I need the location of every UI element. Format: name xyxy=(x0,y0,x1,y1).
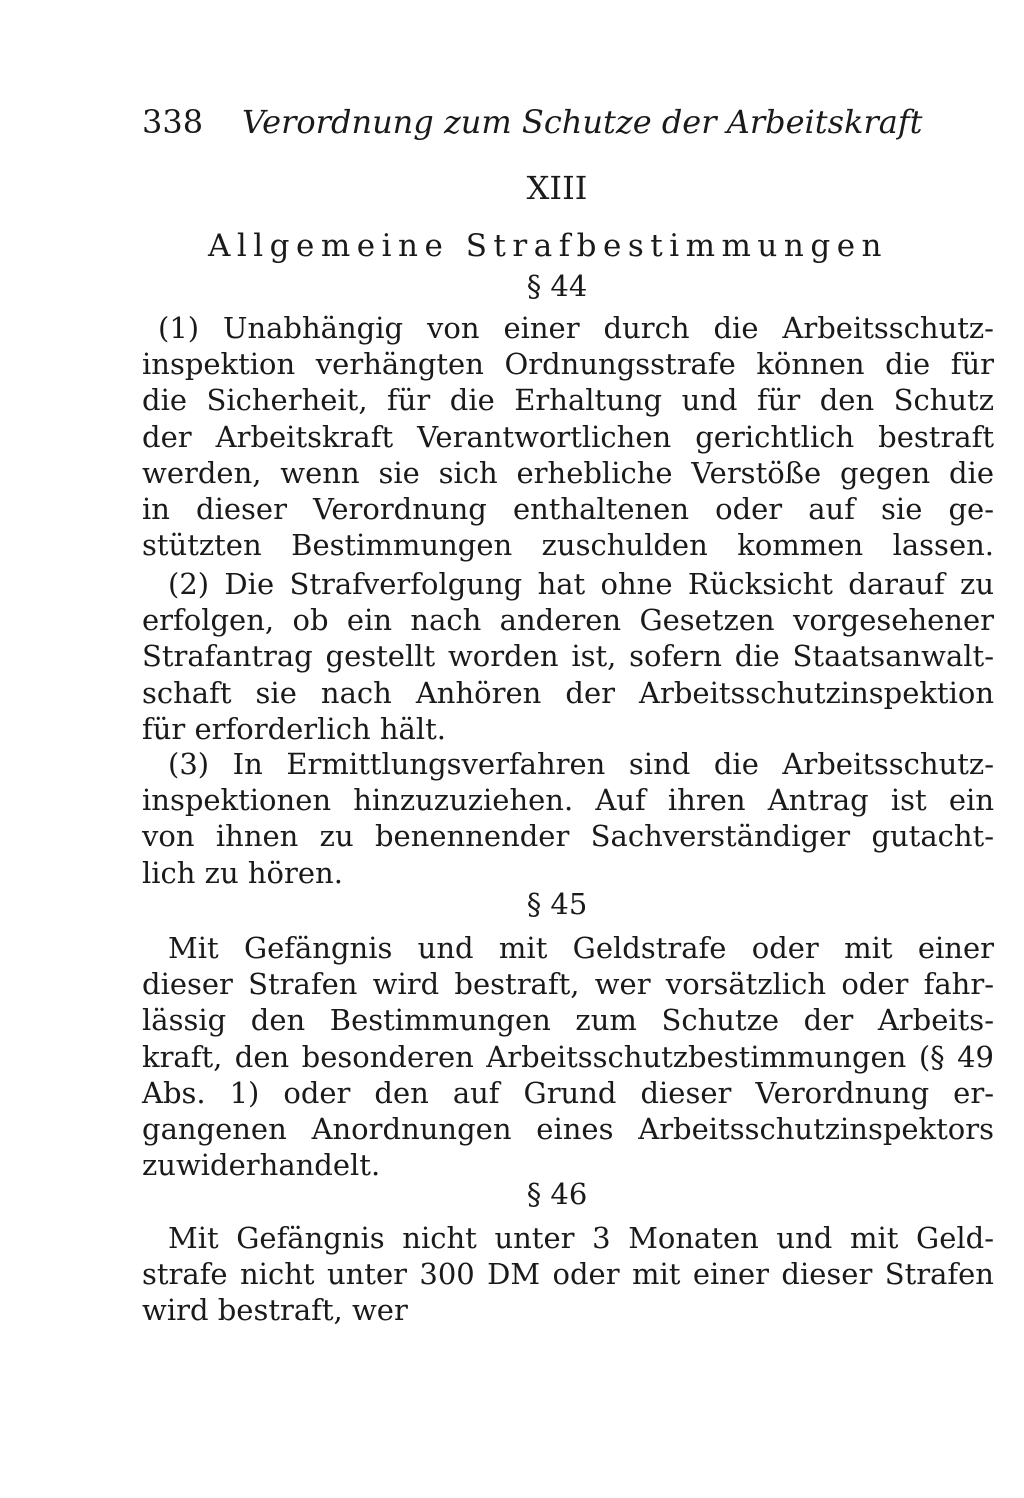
paragraph-44-2 xyxy=(142,566,994,747)
paragraph-46 xyxy=(142,1220,994,1329)
text-line: von ihnen zu benennender Sachverständiger gutacht- xyxy=(142,819,994,854)
page-number: 338 xyxy=(142,103,204,141)
text-line: lich zu hören. xyxy=(142,855,343,890)
paragraph-45 xyxy=(142,930,994,1183)
text-line: Mit Gefängnis und mit Geldstrafe oder mit einer xyxy=(168,931,994,965)
text-line: wird bestraft, wer xyxy=(142,1293,408,1328)
text-line: schaft sie nach Anhören der Arbeitsschutzinspektion xyxy=(142,675,994,710)
text-line: strafe nicht unter 300 DM oder mit einer dieser Strafen xyxy=(142,1257,994,1292)
text-line: inspektionen hinzuzuziehen. Auf ihren Antrag ist ein xyxy=(142,783,994,818)
text-line: kraft, den besonderen Arbeitsschutzbestimmungen (§ 49 xyxy=(142,1039,994,1074)
text-line: für erforderlich hält. xyxy=(142,711,446,746)
section-heading-46: § 46 xyxy=(526,1177,588,1211)
running-title: Verordnung zum Schutze der Arbeitskraft xyxy=(242,103,923,141)
running-head xyxy=(142,102,923,142)
text-line: zuwiderhandelt. xyxy=(142,1148,381,1183)
text-line: der Arbeitskraft Verantwortlichen gerichtlich bestraft xyxy=(142,419,994,454)
text-line: dieser Strafen wird bestraft, wer vorsätzlich oder fahr- xyxy=(142,967,994,1002)
text-line: Strafantrag gestellt worden ist, sofern die Staatsanwalt- xyxy=(142,639,994,674)
section-heading-44: § 44 xyxy=(526,269,588,303)
text-line: inspektion verhängten Ordnungsstrafe können die für xyxy=(142,347,994,382)
paragraph-44-1 xyxy=(142,310,994,563)
text-line: (2) Die Strafverfolgung hat ohne Rücksicht darauf zu xyxy=(168,567,994,601)
section-heading-45: § 45 xyxy=(526,887,588,921)
text-line: die Sicherheit, für die Erhaltung und für den Schutz xyxy=(142,383,994,418)
text-line: (3) In Ermittlungsverfahren sind die Arbeitsschutz- xyxy=(168,747,994,781)
text-line: erfolgen, ob ein nach anderen Gesetzen vorgesehener xyxy=(142,603,994,638)
text-line: lässig den Bestimmungen zum Schutze der Arbeits- xyxy=(142,1003,994,1038)
chapter-number: XIII xyxy=(526,169,588,207)
text-line: Abs. 1) oder den auf Grund dieser Verordnung er- xyxy=(142,1075,994,1110)
paragraph-44-3 xyxy=(142,746,994,891)
text-line: werden, wenn sie sich erhebliche Verstöße gegen die xyxy=(142,455,994,490)
text-line: (1) Unabhängig von einer durch die Arbeitsschutz- xyxy=(158,311,994,345)
text-line: in dieser Verordnung enthaltenen oder auf sie ge- xyxy=(142,491,994,526)
text-line: stützten Bestimmungen zuschulden kommen lassen. xyxy=(142,528,994,563)
text-line: gangenen Anordnungen eines Arbeitsschutzinspektors xyxy=(142,1111,994,1146)
chapter-title: Allgemeine Strafbestimmungen xyxy=(207,228,889,264)
text-line: Mit Gefängnis nicht unter 3 Monaten und mit Geld- xyxy=(168,1221,994,1255)
